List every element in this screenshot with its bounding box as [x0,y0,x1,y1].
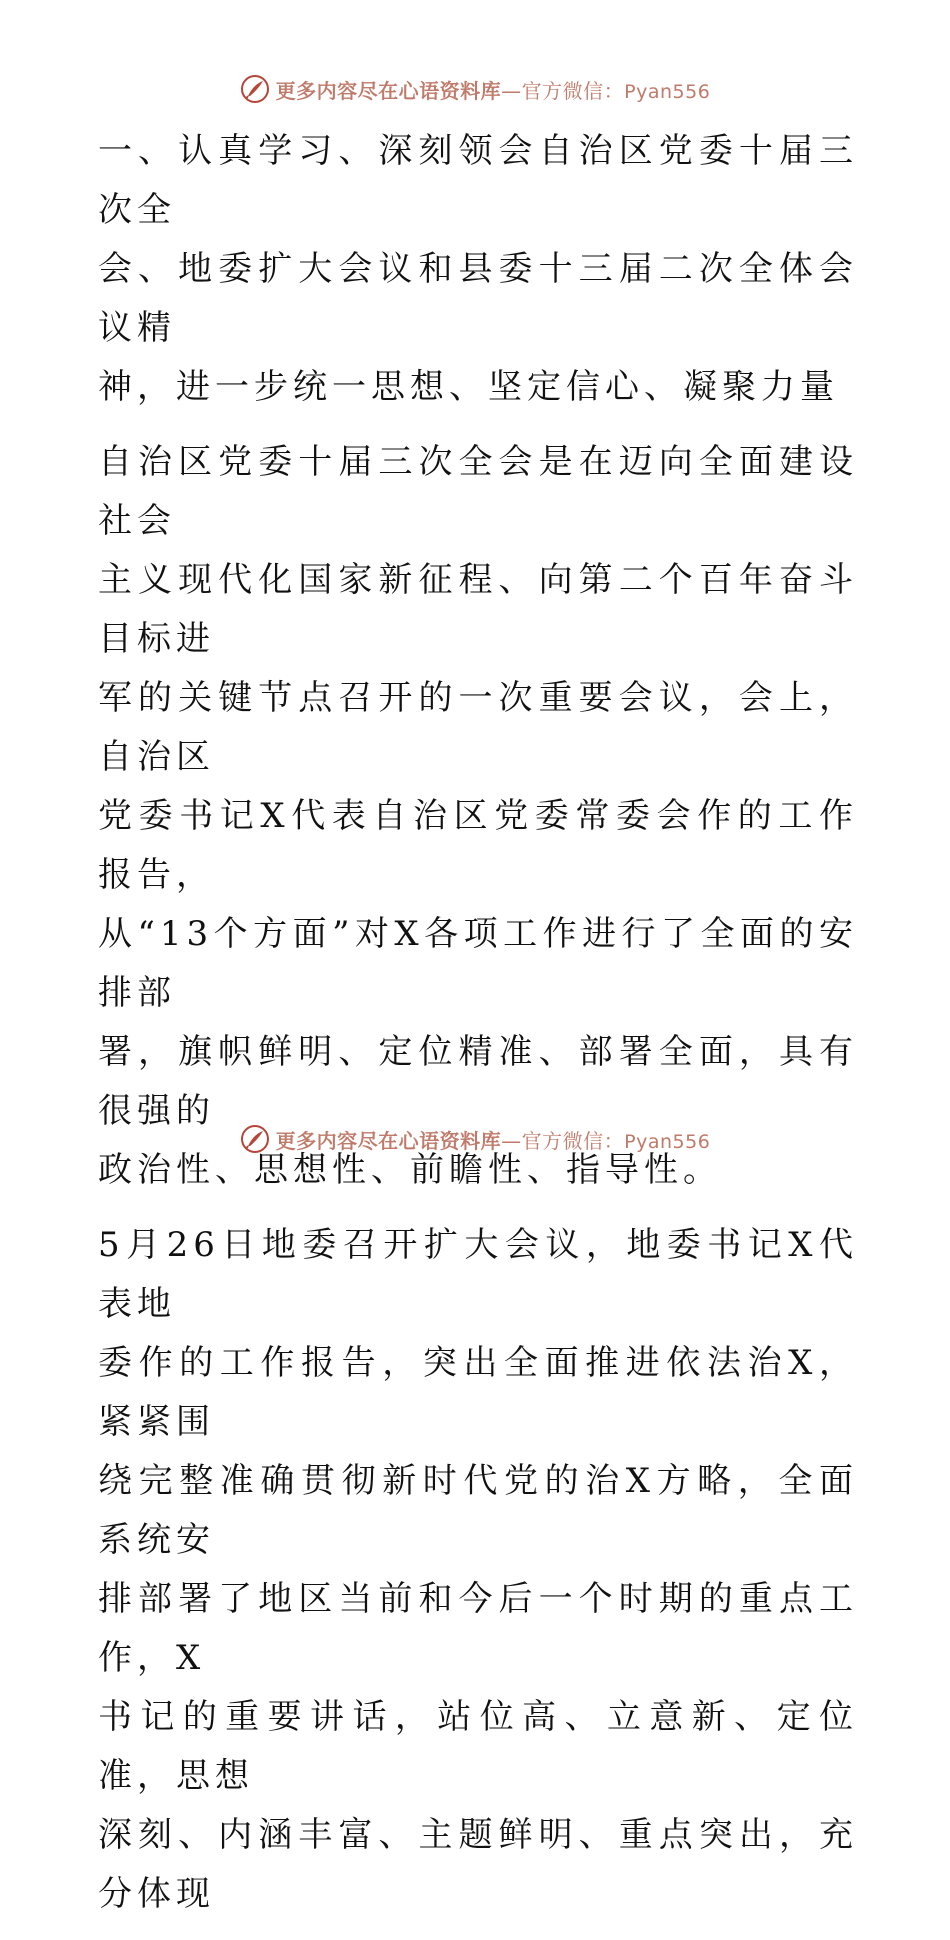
section-heading [98,122,858,417]
text-line: 绕完整准确贯彻新时代党的治X方略，全面系统安 [98,1461,858,1560]
text-line: 党委书记X代表自治区党委常委会作的工作报告， [98,796,858,895]
watermark-separator: — [501,1128,522,1153]
text-line: 书记的重要讲话，站位高、立意新、定位准，思想 [98,1697,858,1796]
text-line: 军的关键节点召开的一次重要会议，会上，自治区 [98,678,858,777]
body-paragraph [98,1216,858,1924]
footer-watermark [0,1124,950,1154]
watermark-label: 官方微信： [521,78,625,103]
header-watermark [0,74,950,104]
text-line: 5月26日地委召开扩大会议，地委书记X代表地 [98,1225,858,1324]
text-line: 神，进一步统一思想、坚定信心、凝聚力量 [98,367,839,407]
text-line: 会、地委扩大会议和县委十三届二次全体会议精 [98,249,858,348]
text-line: 自治区党委十届三次全会是在迈向全面建设社会 [98,442,858,541]
text-line: 委作的工作报告，突出全面推进依法治X，紧紧围 [98,1343,858,1442]
text-line: 政治性、思想性、前瞻性、指导性。 [98,1150,722,1190]
text-line: 深刻、内涵丰富、主题鲜明、重点突出，充分体现 [98,1815,858,1914]
text-line: 署，旗帜鲜明、定位精准、部署全面，具有很强的 [98,1032,858,1131]
feather-pen-logo-icon [240,74,270,104]
document-body [98,122,858,1940]
text-line: 主义现代化国家新征程、向第二个百年奋斗目标进 [98,560,858,659]
watermark-separator: — [501,78,522,103]
text-line: 排部署了地区当前和今后一个时期的重点工作，X [98,1579,858,1678]
watermark-brand: 更多内容尽在心语资料库 [275,78,502,103]
feather-pen-logo-icon [240,1124,270,1154]
watermark-account: Pyan556 [624,80,711,103]
watermark-label: 官方微信： [521,1128,625,1153]
watermark-text [276,75,711,104]
body-paragraph [98,433,858,1200]
watermark-brand: 更多内容尽在心语资料库 [275,1128,502,1153]
text-line: 从“13个方面”对X各项工作进行了全面的安排部 [98,914,858,1013]
text-line: 一、认真学习、深刻领会自治区党委十届三次全 [98,131,858,230]
watermark-account: Pyan556 [624,1130,711,1153]
watermark-text [276,1125,711,1154]
